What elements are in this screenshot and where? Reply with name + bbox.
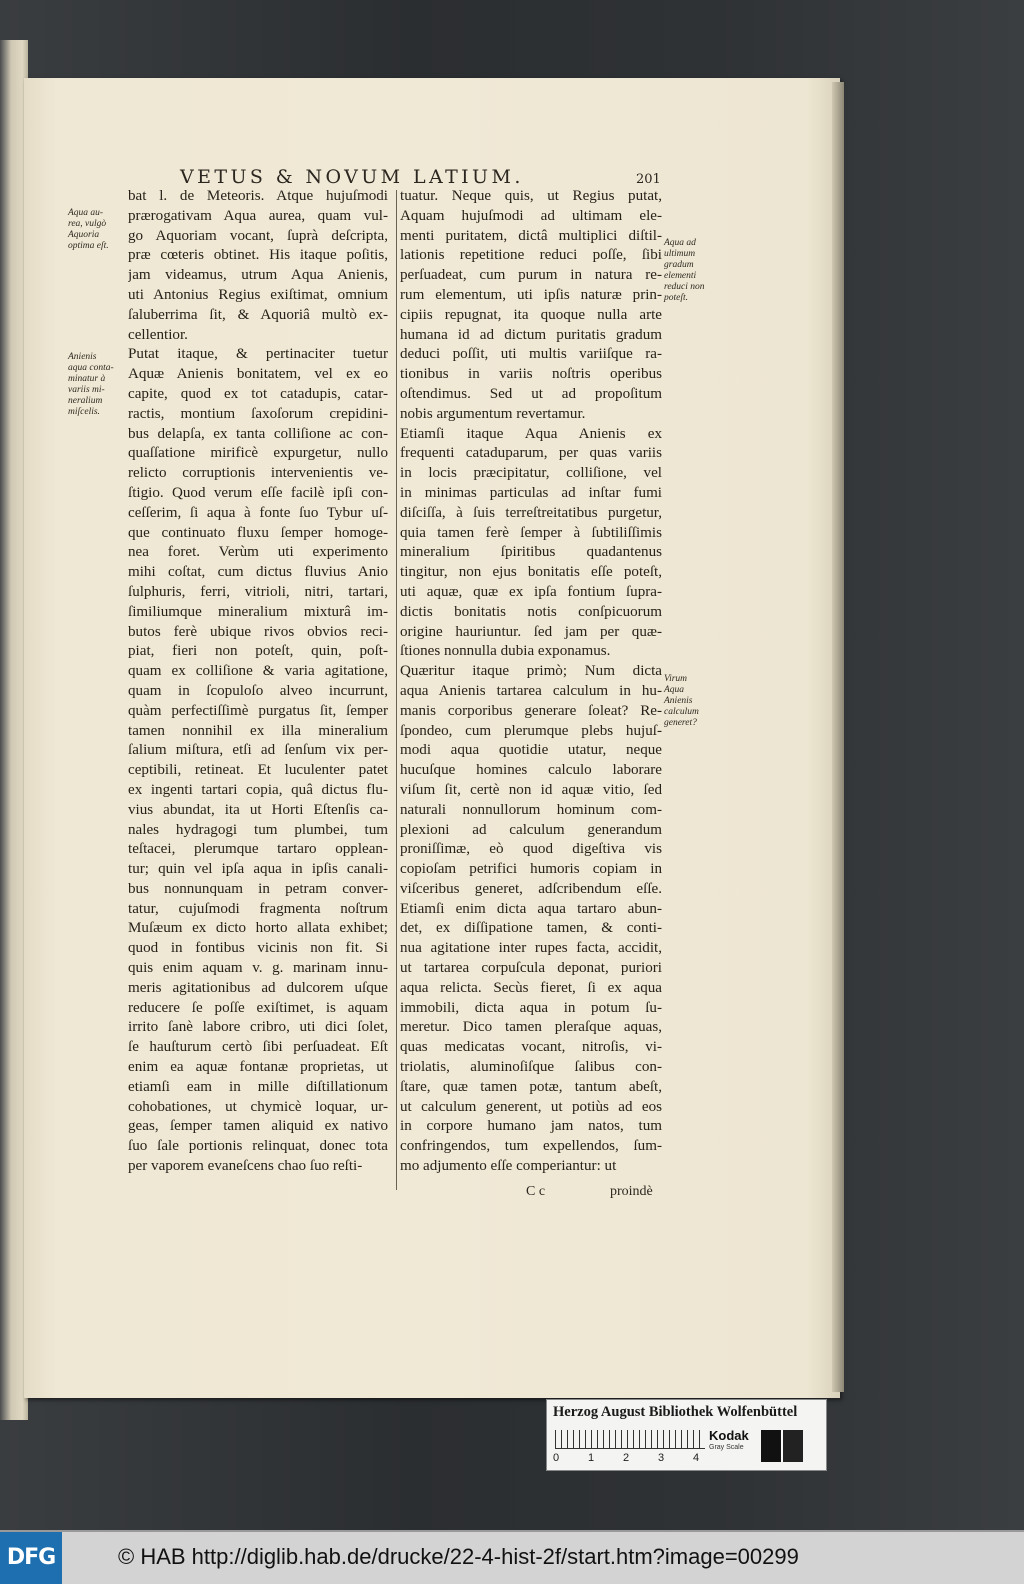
text-line: aqua relicta. Secùs fieret, ſi ex aqua [400, 979, 662, 996]
text-line: triolatis, aluminoſiſque ſalibus con- [400, 1059, 662, 1076]
text-line: enim ea aquæ fontanæ proprietas, ut [128, 1059, 388, 1076]
text-line: ſtiones nonnulla dubia exponamus. [400, 643, 611, 660]
ruler-number: 0 [553, 1452, 560, 1464]
ruler-number: 1 [588, 1452, 595, 1464]
text-line: immobili, dicta aqua in potum ſu- [400, 999, 662, 1016]
left-text-column [128, 187, 388, 1177]
right-text-column [400, 187, 662, 1177]
kodak-logo: Kodak [709, 1428, 749, 1443]
text-line: quam ex colliſione & varia agitatione, [128, 663, 388, 680]
text-line: etiamſi eam in mille diſtillationum [128, 1078, 388, 1095]
text-line: tamen nonnihil ex illa mineralium [128, 722, 388, 739]
text-line: Putat itaque, & pertinaciter tuetur [128, 346, 388, 363]
text-line: rum elementum, uti ipſis naturæ prin- [400, 286, 662, 303]
text-line: mihi coſtat, cum dictus fluvius Anio [128, 564, 388, 581]
text-line: frequenti cataduparum, per quas variis [400, 445, 662, 462]
text-line: viſum ſit, certè non id aquæ vitio, ſed [400, 781, 662, 798]
text-line: deduci poſſit, uti multis variiſque ra- [400, 346, 662, 363]
text-line: tatur, cujuſmodi fragmenta noſtrum [128, 900, 388, 917]
text-line: origine hauriuntur. ſed jam per quæ- [400, 623, 662, 640]
text-line: modi aqua quotidie utatur, neque [400, 742, 662, 759]
text-line: irrito ſanè labore cribro, uti dici ſolet, [128, 1019, 388, 1036]
margin-note-line: rea, vulgò [68, 219, 107, 229]
text-line: perſuadeat, cum purum in natura re- [400, 267, 662, 284]
text-line: tionibus in variis noſtris operibus [400, 366, 662, 383]
text-line: aqua Anienis tartarea calculum in hu- [400, 682, 662, 699]
margin-note-line: Virum [664, 674, 688, 684]
signature-mark: C c [526, 1184, 546, 1199]
gray-scale-patch [761, 1430, 803, 1462]
page-fore-edge [832, 82, 844, 1392]
text-line: dictis bonitatis notis conſpicuorum [400, 603, 662, 620]
text-line: ex ingenti tartari copia, quâ dictus flu- [128, 781, 388, 798]
text-line: teſtacei, plerumque tartaro opplean- [128, 841, 388, 858]
text-line: ſimiliumque mineralium mixturâ im- [128, 603, 388, 620]
gray-scale-label: Gray Scale [709, 1444, 744, 1451]
margin-note-line: elementi [664, 271, 697, 281]
text-line: quia tamen ferè ſemper à ſubtiliſſimis [400, 524, 662, 541]
text-line: cellentior. [128, 326, 188, 343]
text-line: nales hydragogi tum plumbei, tum [128, 821, 388, 838]
margin-note-line: ultimum [664, 249, 696, 259]
text-line: uti Antonius Regius exiſtimat, omnium [128, 286, 388, 303]
text-line: vius abundat, ita ut Horti Eſtenſis ca- [128, 801, 388, 818]
text-line: quam in ſcopuloſo alveo incurrunt, [128, 682, 388, 699]
text-line: manis corporibus generare ſoleat? Re- [400, 702, 662, 719]
margin-note-line: optima eſt. [68, 241, 109, 251]
text-line: ſtare, quæ tamen potæ, tantum abeſt, [400, 1078, 662, 1095]
ruler-number: 3 [658, 1452, 665, 1464]
text-line: Aquam hujuſmodi ad ultimam ele- [400, 207, 662, 224]
text-line: nua agitatione inter rupes facta, accidit, [400, 940, 662, 957]
text-line: ceptibili, retineat. Et luculenter patet [128, 762, 388, 779]
text-line: quaſſatione mirificè expurgetur, nullo [128, 445, 388, 462]
text-line: lationis repetitione reduci poſſe, ſibi [400, 247, 662, 264]
text-line: ſaluberrima ſit, & Aquoriâ multò ex- [128, 306, 388, 323]
text-line: que continuato fluxu ſemper homoge- [128, 524, 388, 541]
text-line: meretur. Dico tamen pleraſque aquas, [400, 1019, 662, 1036]
text-line: quod in fontibus vicinis non fit. Si [128, 940, 388, 957]
text-line: tur; quin vel ipſa aqua in ipſis canali- [128, 861, 388, 878]
text-line: mo adjumento eſſe comperiantur: ut [400, 1158, 617, 1175]
color-scale-card [546, 1399, 827, 1471]
margin-note-calculum [664, 674, 699, 729]
margin-note-line: neralium [68, 396, 103, 406]
text-line: Etiamſi enim dicta aqua tartaro abun- [400, 900, 662, 917]
ruler-numbers [553, 1452, 728, 1464]
column-rule [396, 190, 397, 1190]
text-line: in minimas particulas ad inſtar fumi [400, 484, 662, 501]
text-line: bat l. de Meteoris. Atque hujuſmodi [128, 188, 388, 204]
margin-note-line: aqua conta- [68, 363, 114, 373]
margin-note-line: Anienis [68, 352, 97, 362]
ruler-number: 2 [623, 1452, 630, 1464]
text-line: ſuo ſale portionis relinquat, donec tota [128, 1138, 388, 1155]
text-line: reducere ſe poſſe exiſtimet, is aquam [128, 999, 388, 1016]
text-line: butos ferè ubique rivos obvios reci- [128, 623, 388, 640]
text-line: in locis præcipitatur, colliſione, vel [400, 465, 662, 482]
text-line: præ cœteris obtinet. His itaque poſitis, [128, 247, 388, 264]
text-line: bus nonnunquam in petram conver- [128, 880, 388, 897]
text-line: proniſſimæ, eò quod digeſtiva vis [400, 841, 662, 858]
text-line: ſulphuris, ferri, vitrioli, nitri, tartari, [128, 583, 388, 600]
text-line: meris agitationibus ad dulcorem uſque [128, 979, 388, 996]
text-line: cipiis repugnat, ita quoque nulla arte [400, 306, 662, 323]
text-line: confringendos, tum expellendos, ſum- [400, 1138, 662, 1155]
copyright-url[interactable]: © HAB http://diglib.hab.de/drucke/22-4-hist-2f/start.htm?image=00299 [118, 1544, 799, 1569]
text-line: Aquæ Anienis bonitatem, vel ex eo [128, 366, 388, 383]
margin-note-line: Aqua [664, 685, 685, 695]
text-line: ſpondeo, cum plerumque plebs hujuſ- [400, 722, 662, 739]
text-line: bus delapſa, ex tanta colliſione ac con- [128, 425, 388, 442]
text-line: ſalium miſtura, etſi ad ſenſum vix per- [128, 742, 388, 759]
text-line: nea foret. Verùm uti experimento [128, 544, 388, 561]
text-line: naturali nonnullorum hominum com- [400, 801, 662, 818]
text-line: plexioni ad calculum generandum [400, 821, 662, 838]
margin-note-line: Anienis [664, 696, 693, 706]
text-line: diſciſſa, à ſuis terreſtreitatibus purgetur, [400, 504, 662, 521]
text-line: tingitur, non ejus bonitatis eſſe poteſt, [400, 564, 662, 581]
margin-note-line: Aquoria [68, 230, 100, 240]
text-line: prærogativam Aqua aurea, quam vul- [128, 207, 388, 224]
text-line: quis enim aquam v. g. marinam innu- [128, 960, 388, 977]
text-line: hucuſque homines calculo laborare [400, 762, 662, 779]
ruler [555, 1430, 705, 1449]
text-line: Muſæum ex dicto horto allata exhibet; [128, 920, 388, 937]
margin-note-line: calculum [664, 707, 699, 717]
library-name: Herzog August Bibliothek Wolfenbüttel [553, 1404, 798, 1420]
text-line: nobis argumentum revertamur. [400, 405, 586, 422]
text-line: ſe hauſturum certò ſibi perſuadeat. Eſt [128, 1039, 388, 1056]
text-line: det, ex diſſipatione tamen, & conti- [400, 920, 662, 937]
margin-note-line: gradum [664, 260, 694, 270]
running-title: VETUS & NOVUM LATIUM. [180, 166, 524, 188]
text-line: tuatur. Neque quis, ut Regius putat, [400, 188, 662, 204]
text-line: viſceribus generet, adſcribendum eſſe. [400, 880, 662, 897]
text-line: ſtigio. Quod verum eſſe facilè ipſi con- [128, 484, 388, 501]
text-line: ractis, montium ſaxoſorum crepidini- [128, 405, 388, 422]
text-line: copioſam petrifici humoris copiam in [400, 861, 662, 878]
text-line: cohobationes, ut chymicè loquar, ur- [128, 1098, 388, 1115]
margin-note-aqua-aurea [68, 208, 109, 252]
text-line: in corpore humano jam natos, tum [400, 1118, 662, 1135]
margin-note-line: Aqua au- [68, 208, 104, 218]
footer-bar [0, 1530, 1024, 1584]
text-line: quas medicatas vocant, nitroſis, vi- [400, 1039, 662, 1056]
margin-note-line: generet? [664, 718, 697, 728]
text-line: quàm perfectiſſimè purgatus ſit, ſemper [128, 702, 388, 719]
margin-note-line: minatur à [68, 374, 106, 384]
text-line: Quæritur itaque primò; Num dicta [400, 663, 662, 680]
text-line: per vaporem evaneſcens chao ſuo reſti- [128, 1158, 363, 1175]
text-line: Etiamſi itaque Aqua Anienis ex [400, 425, 662, 442]
text-line: uti aquæ, quæ ex ipſa fontium ſupra- [400, 583, 662, 600]
text-line: ut calculum generent, ut potiùs ad eos [400, 1098, 662, 1115]
text-line: relicto corruptionis intervenientis ve- [128, 465, 388, 482]
margin-note-line: variis mi- [68, 385, 105, 395]
text-line: jam videamus, utrum Aqua Anienis, [128, 267, 388, 284]
text-line: mineralium ſpiritibus quadantenus [400, 544, 662, 561]
text-line: capite, quod ex tot catadupis, catar- [128, 385, 388, 402]
text-line: piat, fieri non poteſt, quin, poſt- [128, 643, 388, 660]
margin-note-line: miſcelis. [68, 407, 100, 417]
page-number: 201 [636, 172, 661, 187]
margin-note-line: reduci non [664, 282, 705, 292]
margin-note-anienis [68, 352, 114, 418]
margin-note-aqua-ultimum [664, 238, 705, 304]
text-line: oſtendimus. Sed ut ad propoſitum [400, 385, 662, 402]
text-line: ceſſerim, ſi aqua à fonte ſuo Tybur uſ- [128, 504, 388, 521]
text-line: geas, ſemper tamen aliquid ex nativo [128, 1118, 388, 1135]
text-line: menti puritatem, dictâ multiplici diſtil- [400, 227, 662, 244]
text-line: ut tartarea corpuſcula deponat, puriori [400, 960, 662, 977]
margin-note-line: poteſt. [664, 293, 689, 303]
margin-note-line: Aqua ad [664, 238, 696, 248]
text-line: humana id ad dictum puritatis gradum [400, 326, 662, 343]
catchword: proindè [610, 1184, 653, 1199]
text-line: go Aquoriam vocant, ſuprà deſcripta, [128, 227, 388, 244]
dfg-logo: DFG [0, 1532, 62, 1584]
ruler-number: 4 [693, 1452, 700, 1464]
